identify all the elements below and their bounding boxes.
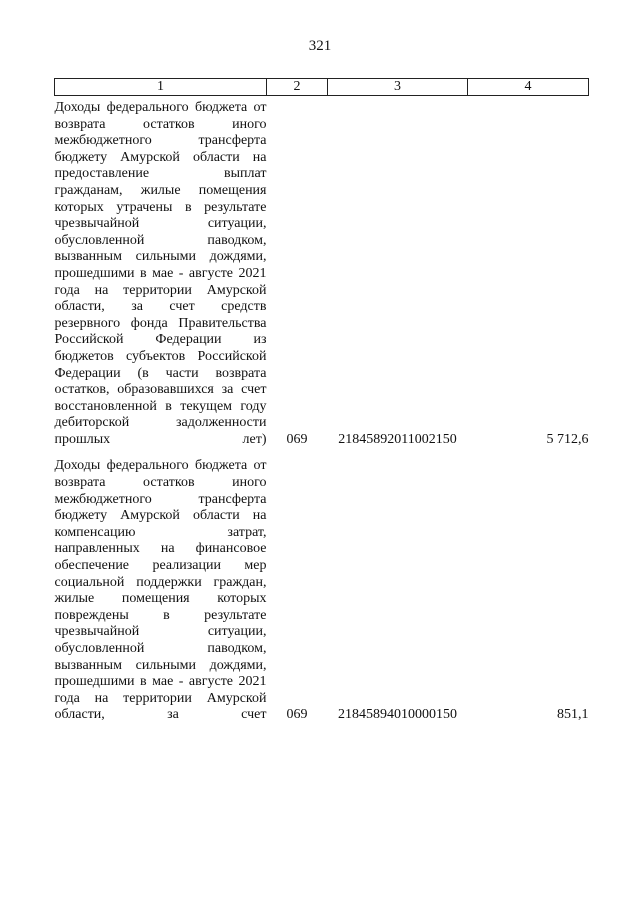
table-row: [55, 96, 589, 449]
column-header-2: 2: [267, 79, 328, 96]
header-row: [55, 79, 589, 96]
row-description: Доходы федерального бюджета от возврата остатков иного межбюджетного трансферта бюджету Амурской области на предоставление выплат гражданам, жилые помещения которых утрачены в результате чрезвычайной ситуации, обусловленной паводком, вызванным сильными дождями, прошедшими в мае - августе 2021 года на территории Амурской области, за счет средств резервного фонда Правительства Российской Федерации из бюджетов субъектов Российской Федерации (в части возврата остатков, образовавшихся за счет восстановленной в текущем году дебиторской задолженности прошлых лет): [54, 100, 267, 447]
row-amount: 851,1: [557, 707, 589, 723]
row-amount: 5 712,6: [546, 431, 589, 447]
row-kbk-code: 21845892011002150: [338, 431, 457, 447]
row-description: Доходы федерального бюджета от возврата остатков иного межбюджетного трансферта бюджету Амурской области на компенсацию затрат, направленных на финансовое обеспечение реализации мер социальной поддержки граждан, жилые помещения которых повреждены в результате чрезвычайной ситуации, обусловленной паводком, вызванным сильными дождями, прошедшими в мае - августе 2021 года на территории Амурской области, за счет: [54, 458, 267, 723]
budget-table: [54, 78, 589, 724]
column-header-4: 4: [468, 79, 589, 96]
table-row: [55, 448, 589, 724]
page-number: 321: [308, 38, 332, 54]
column-header-3: 3: [328, 79, 468, 96]
row-kbk-code: 21845894010000150: [338, 707, 457, 723]
column-header-1: 1: [55, 79, 267, 96]
row-admin-code: 069: [286, 431, 308, 447]
row-admin-code: 069: [286, 707, 308, 723]
